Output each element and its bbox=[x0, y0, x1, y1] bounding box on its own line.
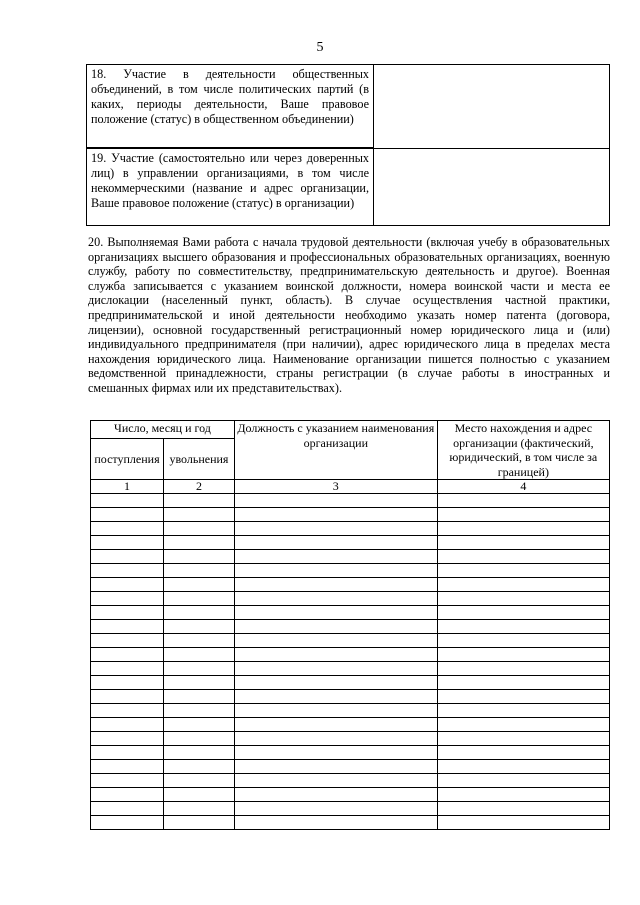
table-cell[interactable] bbox=[163, 802, 234, 816]
table-cell[interactable] bbox=[91, 564, 164, 578]
table-cell[interactable] bbox=[163, 690, 234, 704]
table-cell[interactable] bbox=[91, 690, 164, 704]
table-cell[interactable] bbox=[437, 522, 609, 536]
table-cell[interactable] bbox=[163, 788, 234, 802]
table-cell[interactable] bbox=[91, 718, 164, 732]
table-cell[interactable] bbox=[163, 648, 234, 662]
table-cell[interactable] bbox=[163, 550, 234, 564]
table-cell[interactable] bbox=[163, 494, 234, 508]
table-cell[interactable] bbox=[91, 774, 164, 788]
table-cell[interactable] bbox=[437, 774, 609, 788]
table-cell[interactable] bbox=[437, 718, 609, 732]
table-row bbox=[91, 732, 610, 746]
question-18-answer[interactable] bbox=[374, 65, 610, 149]
table-row bbox=[91, 578, 610, 592]
table-row bbox=[91, 746, 610, 760]
table-cell[interactable] bbox=[234, 774, 437, 788]
table-cell[interactable] bbox=[163, 536, 234, 550]
table-cell[interactable] bbox=[163, 620, 234, 634]
table-cell[interactable] bbox=[91, 746, 164, 760]
table-cell[interactable] bbox=[91, 802, 164, 816]
table-cell[interactable] bbox=[234, 676, 437, 690]
table-cell[interactable] bbox=[437, 508, 609, 522]
table-cell[interactable] bbox=[437, 802, 609, 816]
end-date-header: увольнения bbox=[163, 438, 234, 479]
question-row-19 bbox=[87, 148, 610, 226]
table-cell[interactable] bbox=[234, 634, 437, 648]
table-row bbox=[91, 718, 610, 732]
questions-table bbox=[86, 64, 610, 226]
table-cell[interactable] bbox=[234, 788, 437, 802]
table-cell[interactable] bbox=[437, 760, 609, 774]
table-cell[interactable] bbox=[234, 606, 437, 620]
position-header: Должность с указанием наименования организации bbox=[234, 421, 437, 480]
table-cell[interactable] bbox=[437, 662, 609, 676]
table-cell[interactable] bbox=[163, 816, 234, 830]
table-cell[interactable] bbox=[437, 746, 609, 760]
table-cell[interactable] bbox=[91, 550, 164, 564]
table-cell[interactable] bbox=[91, 620, 164, 634]
table-cell[interactable] bbox=[234, 662, 437, 676]
table-cell[interactable] bbox=[163, 592, 234, 606]
table-cell[interactable] bbox=[437, 536, 609, 550]
table-cell[interactable] bbox=[91, 732, 164, 746]
table-row bbox=[91, 676, 610, 690]
table-cell[interactable] bbox=[437, 788, 609, 802]
table-cell[interactable] bbox=[163, 606, 234, 620]
table-cell[interactable] bbox=[163, 508, 234, 522]
table-cell[interactable] bbox=[437, 634, 609, 648]
table-row bbox=[91, 690, 610, 704]
table-cell[interactable] bbox=[437, 676, 609, 690]
table-row bbox=[91, 648, 610, 662]
question-19-answer[interactable] bbox=[374, 148, 610, 226]
table-cell[interactable] bbox=[163, 676, 234, 690]
question-19-label: 19. Участие (самостоятельно или через доверенных лиц) в управлении организациями, в том числе некоммерческими (название и адрес организации, Ваше правовое положение (статус) в организации) bbox=[87, 148, 374, 226]
table-cell[interactable] bbox=[163, 522, 234, 536]
column-number: 1 bbox=[91, 480, 164, 494]
table-cell[interactable] bbox=[91, 508, 164, 522]
table-cell[interactable] bbox=[163, 718, 234, 732]
date-group-header: Число, месяц и год bbox=[91, 421, 235, 439]
address-header: Место нахождения и адрес организации (фактический, юридический, в том числе за границей) bbox=[437, 421, 609, 480]
table-row bbox=[91, 550, 610, 564]
table-row bbox=[91, 774, 610, 788]
table-cell[interactable] bbox=[91, 536, 164, 550]
table-cell[interactable] bbox=[234, 704, 437, 718]
table-cell[interactable] bbox=[163, 662, 234, 676]
table-cell[interactable] bbox=[234, 732, 437, 746]
table-cell[interactable] bbox=[234, 760, 437, 774]
table-cell[interactable] bbox=[234, 508, 437, 522]
table-row bbox=[91, 592, 610, 606]
table-cell[interactable] bbox=[437, 816, 609, 830]
table-cell[interactable] bbox=[437, 592, 609, 606]
question-18-label: 18. Участие в деятельности общественных объединений, в том числе политических партий (в каких, периоды деятельности, Ваше правовое положение (статус) в общественном объединении) bbox=[87, 65, 374, 149]
table-cell[interactable] bbox=[91, 676, 164, 690]
table-cell[interactable] bbox=[234, 816, 437, 830]
table-cell[interactable] bbox=[91, 634, 164, 648]
table-cell[interactable] bbox=[91, 522, 164, 536]
table-row bbox=[91, 522, 610, 536]
table-cell[interactable] bbox=[163, 578, 234, 592]
table-cell[interactable] bbox=[234, 718, 437, 732]
table-cell[interactable] bbox=[163, 634, 234, 648]
table-row bbox=[91, 620, 610, 634]
column-number: 4 bbox=[437, 480, 609, 494]
table-cell[interactable] bbox=[234, 536, 437, 550]
table-row bbox=[91, 704, 610, 718]
table-row bbox=[91, 494, 610, 508]
table-cell[interactable] bbox=[437, 578, 609, 592]
table-cell[interactable] bbox=[91, 760, 164, 774]
table-cell[interactable] bbox=[437, 550, 609, 564]
table-row bbox=[91, 634, 610, 648]
table-cell[interactable] bbox=[163, 704, 234, 718]
work-history-table bbox=[90, 420, 610, 830]
table-cell[interactable] bbox=[234, 690, 437, 704]
table-cell[interactable] bbox=[91, 494, 164, 508]
table-row bbox=[91, 662, 610, 676]
table-row bbox=[91, 760, 610, 774]
table-cell[interactable] bbox=[234, 648, 437, 662]
table-row bbox=[91, 536, 610, 550]
table-cell[interactable] bbox=[163, 746, 234, 760]
table-cell[interactable] bbox=[163, 732, 234, 746]
table-cell[interactable] bbox=[91, 606, 164, 620]
table-row bbox=[91, 564, 610, 578]
table-cell[interactable] bbox=[91, 592, 164, 606]
column-number: 2 bbox=[163, 480, 234, 494]
table-cell[interactable] bbox=[437, 564, 609, 578]
table-cell[interactable] bbox=[163, 760, 234, 774]
table-row bbox=[91, 788, 610, 802]
table-cell[interactable] bbox=[437, 606, 609, 620]
table-cell[interactable] bbox=[234, 494, 437, 508]
table-cell[interactable] bbox=[234, 522, 437, 536]
table-cell[interactable] bbox=[234, 620, 437, 634]
page-number: 5 bbox=[316, 40, 324, 55]
start-date-header: поступления bbox=[91, 438, 164, 479]
table-cell[interactable] bbox=[234, 578, 437, 592]
table-row bbox=[91, 816, 610, 830]
question-row-18 bbox=[87, 65, 610, 149]
table-cell[interactable] bbox=[91, 704, 164, 718]
table-cell[interactable] bbox=[234, 592, 437, 606]
table-cell[interactable] bbox=[234, 746, 437, 760]
table-cell[interactable] bbox=[234, 564, 437, 578]
table-row bbox=[91, 606, 610, 620]
table-cell[interactable] bbox=[437, 704, 609, 718]
table-cell[interactable] bbox=[91, 662, 164, 676]
table-row bbox=[91, 508, 610, 522]
table-cell[interactable] bbox=[437, 648, 609, 662]
column-number: 3 bbox=[234, 480, 437, 494]
table-cell[interactable] bbox=[163, 564, 234, 578]
table-cell[interactable] bbox=[437, 494, 609, 508]
table-cell[interactable] bbox=[91, 788, 164, 802]
table-cell[interactable] bbox=[234, 802, 437, 816]
table-cell[interactable] bbox=[91, 648, 164, 662]
table-cell[interactable] bbox=[437, 732, 609, 746]
table-cell[interactable] bbox=[437, 620, 609, 634]
table-row bbox=[91, 802, 610, 816]
table-cell[interactable] bbox=[91, 578, 164, 592]
item-20-paragraph: 20. Выполняемая Вами работа с начала трудовой деятельности (включая учебу в образовательных организациях высшего образования и профессиональных образовательных организациях, военную службу, работу по совместительству, предпринимательскую деятельность и другое). Военная служба записывается с указанием воинской должности, номера воинской части и места ее дислокации (населенный пункт, область). В случае осуществления частной практики, предпринимательской и иной деятельности необходимо указать номер патента (договора, лицензии), основной государственный регистрационный номер юридического лица и (или) индивидуального предпринимателя (при наличии), адрес юридического лица в пределах места нахождения юридического лица. Наименование организации пишется полностью с указанием ведомственной принадлежности, страны регистрации (в случае работы в иностранных и смешанных фирмах или их представительствах). bbox=[88, 235, 610, 395]
table-cell[interactable] bbox=[234, 550, 437, 564]
table-cell[interactable] bbox=[163, 774, 234, 788]
table-cell[interactable] bbox=[91, 816, 164, 830]
table-cell[interactable] bbox=[437, 690, 609, 704]
